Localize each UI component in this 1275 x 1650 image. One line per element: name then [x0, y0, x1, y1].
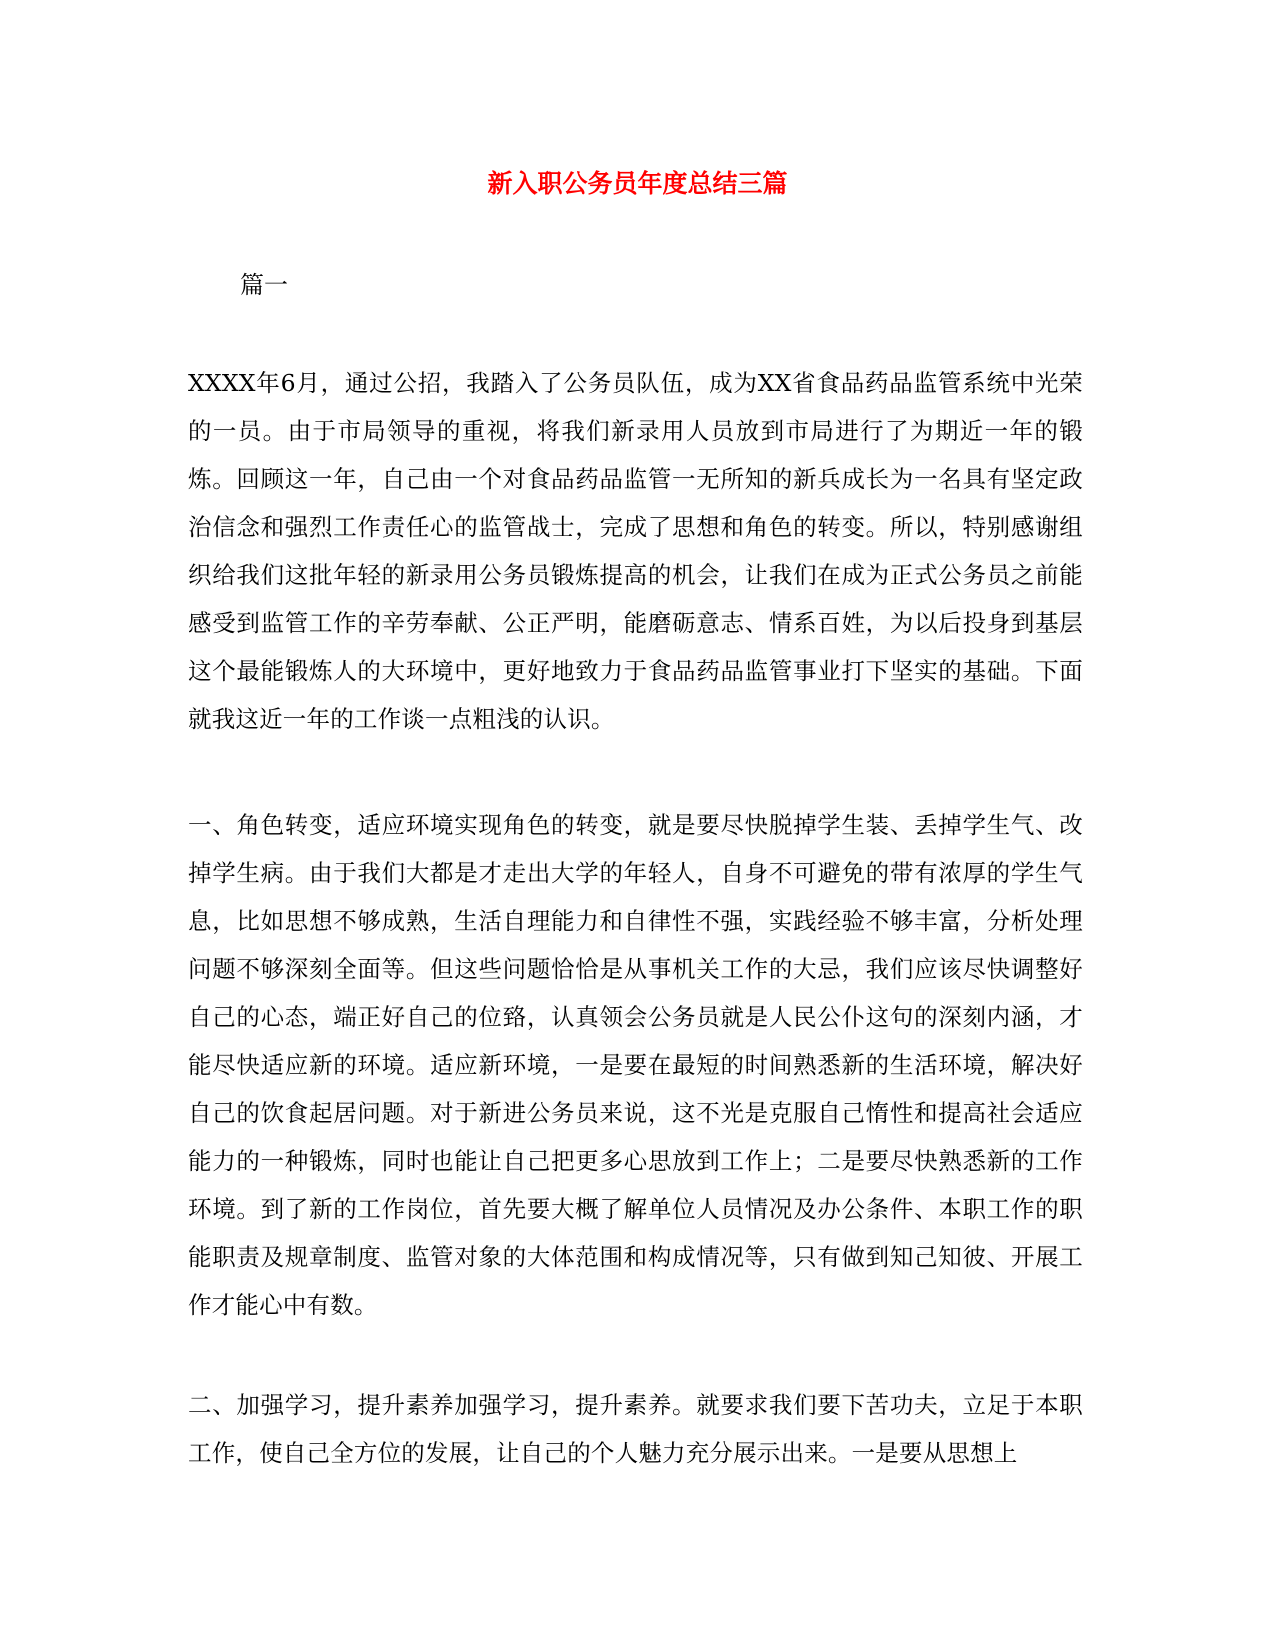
- section-label: 篇一: [240, 271, 288, 299]
- page-title: 新入职公务员年度总结三篇: [487, 169, 788, 198]
- paragraph-study: 二、加强学习，提升素养加强学习，提升素养。就要求我们要下苦功夫，立足于本职工作，使自己全方位的发展，让自己的个人魅力充分展示出来。一是要从思想上: [188, 1391, 1083, 1467]
- paragraph-role-change: 一、角色转变，适应环境实现角色的转变，就是要尽快脱掉学生装、丢掉学生气、改掉学生病。由于我们大都是才走出大学的年轻人，自身不可避免的带有浓厚的学生气息，比如思想不够成熟，生活自理能力和自律性不强，实践经验不够丰富，分析处理问题不够深刻全面等。但这些问题恰恰是从事机关工作的大忌，我们应该尽快调整好自己的心态，端正好自己的位臵，认真领会公务员就是人民公仆这句的深刻内涵，才能尽快适应新的环境。适应新环境，一是要在最短的时间熟悉新的生活环境，解决好自己的饮食起居问题。对于新进公务员来说，这不光是克服自己惰性和提高社会适应能力的一种锻炼，同时也能让自己把更多心思放到工作上；二是要尽快熟悉新的工作环境。到了新的工作岗位，首先要大概了解单位人员情况及办公条件、本职工作的职能职责及规章制度、监管对象的大体范围和构成情况等，只有做到知己知彼、开展工作才能心中有数。: [188, 811, 1083, 1319]
- paragraph-intro: XXXX年6月，通过公招，我踏入了公务员队伍，成为XX省食品药品监管系统中光荣的一员。由于市局领导的重视，将我们新录用人员放到市局进行了为期近一年的锻炼。回顾这一年，自己由一个对食品药品监管一无所知的新兵成长为一名具有坚定政治信念和强烈工作责任心的监管战士，完成了思想和角色的转变。所以，特别感谢组织给我们这批年轻的新录用公务员锻炼提高的机会，让我们在成为正式公务员之前能感受到监管工作的辛劳奉献、公正严明，能磨砺意志、情系百姓，为以后投身到基层这个最能锻炼人的大环境中，更好地致力于食品药品监管事业打下坚实的基础。下面就我这近一年的工作谈一点粗浅的认识。: [188, 369, 1083, 733]
